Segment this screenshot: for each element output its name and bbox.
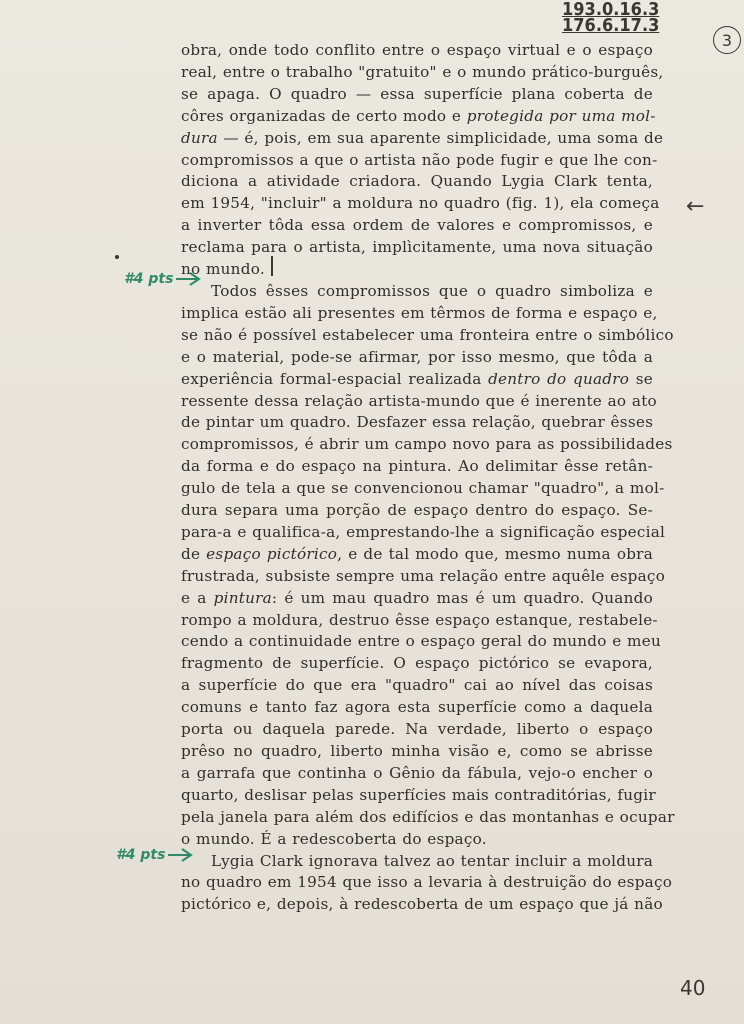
- text-line: dura separa uma porção de espaço dentro do espaço. Se-: [181, 501, 653, 520]
- text-line: de pintar um quadro. Desfazer essa relação, quebrar êsses: [181, 413, 654, 432]
- text-line: compromissos, é abrir um campo novo para as possibilidades: [181, 435, 673, 454]
- text-line: no mundo.: [181, 260, 265, 279]
- text-line: reclama para o artista, implìcitamente, uma nova situação: [181, 238, 653, 257]
- text-line: a garrafa que continha o Gênio da fábula, vejo-o encher o: [181, 763, 653, 782]
- body-text: [181, 40, 675, 916]
- text-line: compromissos a que o artista não pode fugir e que lhe con-: [181, 150, 658, 169]
- text-line: Lygia Clark ignorava talvez ao tentar incluir a moldura: [211, 851, 654, 870]
- text-line: se não é possível estabelecer uma fronteira entre o simbólico: [181, 325, 674, 344]
- text-line: da forma e do espaço na pintura. Ao delimitar êsse retân-: [181, 457, 653, 476]
- text-line: se apaga. O quadro — essa superfície plana coberta de: [181, 84, 653, 103]
- text-line: Todos êsses compromissos que o quadro simboliza e: [211, 281, 653, 300]
- archive-reference: [562, 2, 659, 34]
- margin-note-1-text: #4 pts: [124, 271, 174, 287]
- text-line: para-a e qualifica-a, emprestando-lhe a significação especial: [181, 522, 666, 541]
- archive-ref-2: 176.6.17.3: [562, 15, 660, 36]
- text-line: experiência formal-espacial realizada dentro do quadro se: [181, 369, 653, 388]
- text-line: quarto, deslisar pelas superfícies mais contraditórias, fugir: [181, 785, 656, 804]
- text-line: a inverter tôda essa ordem de valores e compromissos, e: [181, 216, 653, 235]
- paragraph-2: [181, 281, 675, 851]
- text-line: de espaço pictórico, e de tal modo que, mesmo numa obra: [181, 544, 653, 563]
- paragraph-3: [181, 851, 673, 917]
- text-line: gulo de tela a que se convencionou chamar "quadro", a mol-: [181, 479, 665, 498]
- text-line: obra, onde todo conflito entre o espaço virtual e o espaço: [181, 41, 653, 59]
- text-line: o mundo. É a redescoberta do espaço.: [181, 829, 487, 848]
- text-line: cendo a continuidade entre o espaço geral do mundo e meu: [181, 632, 661, 651]
- text-line: côres organizadas de certo modo e protegida por uma mol-: [181, 106, 656, 125]
- text-line: porta ou daquela parede. Na verdade, liberto o espaço: [181, 720, 653, 739]
- text-line: a superfície do que era "quadro" cai ao nível das coisas: [181, 676, 653, 695]
- text-line: ressente dessa relação artista-mundo que é inerente ao ato: [181, 391, 657, 410]
- circled-page-marker: 3: [713, 26, 741, 54]
- text-line: pictórico e, depois, à redescoberta de um espaço que já não: [181, 895, 663, 914]
- text-line: pela janela para além dos edifícios e das montanhas e ocupar: [181, 807, 675, 826]
- margin-note-2-text: #4 pts: [116, 847, 166, 863]
- margin-arrow-icon: ←: [686, 194, 705, 219]
- paragraph-1: [181, 40, 664, 281]
- text-line: em 1954, "incluir" a moldura no quadro (fig. 1), ela começa: [181, 194, 660, 213]
- text-line: fragmento de superfície. O espaço pictórico se evapora,: [181, 654, 653, 673]
- ink-dot: [115, 255, 119, 259]
- text-line: e o material, pode-se afirmar, por isso mesmo, que tôda a: [181, 347, 653, 366]
- text-line: no quadro em 1954 que isso a levaria à destruição do espaço: [181, 873, 673, 892]
- text-line: comuns e tanto faz agora esta superfície como a daquela: [181, 698, 653, 717]
- text-line: rompo a moldura, destruo êsse espaço estanque, restabele-: [181, 610, 658, 629]
- text-line: real, entre o trabalho "gratuito" e o mundo prático-burguês,: [181, 62, 664, 81]
- page-number: 40: [680, 976, 706, 1000]
- text-line: dura — é, pois, em sua aparente simplicidade, uma soma de: [181, 128, 664, 147]
- text-line: prêso no quadro, liberto minha visão e, como se abrisse: [181, 742, 653, 760]
- text-line: implica estão ali presentes em têrmos de forma e espaço e,: [181, 303, 658, 322]
- text-line: e a pintura: é um mau quadro mas é um quadro. Quando: [181, 588, 653, 607]
- archive-ref-1: 193.0.16.3: [562, 0, 660, 20]
- text-line: diciona a atividade criadora. Quando Lygia Clark tenta,: [181, 172, 653, 191]
- text-line: frustrada, subsiste sempre uma relação entre aquêle espaço: [181, 566, 666, 585]
